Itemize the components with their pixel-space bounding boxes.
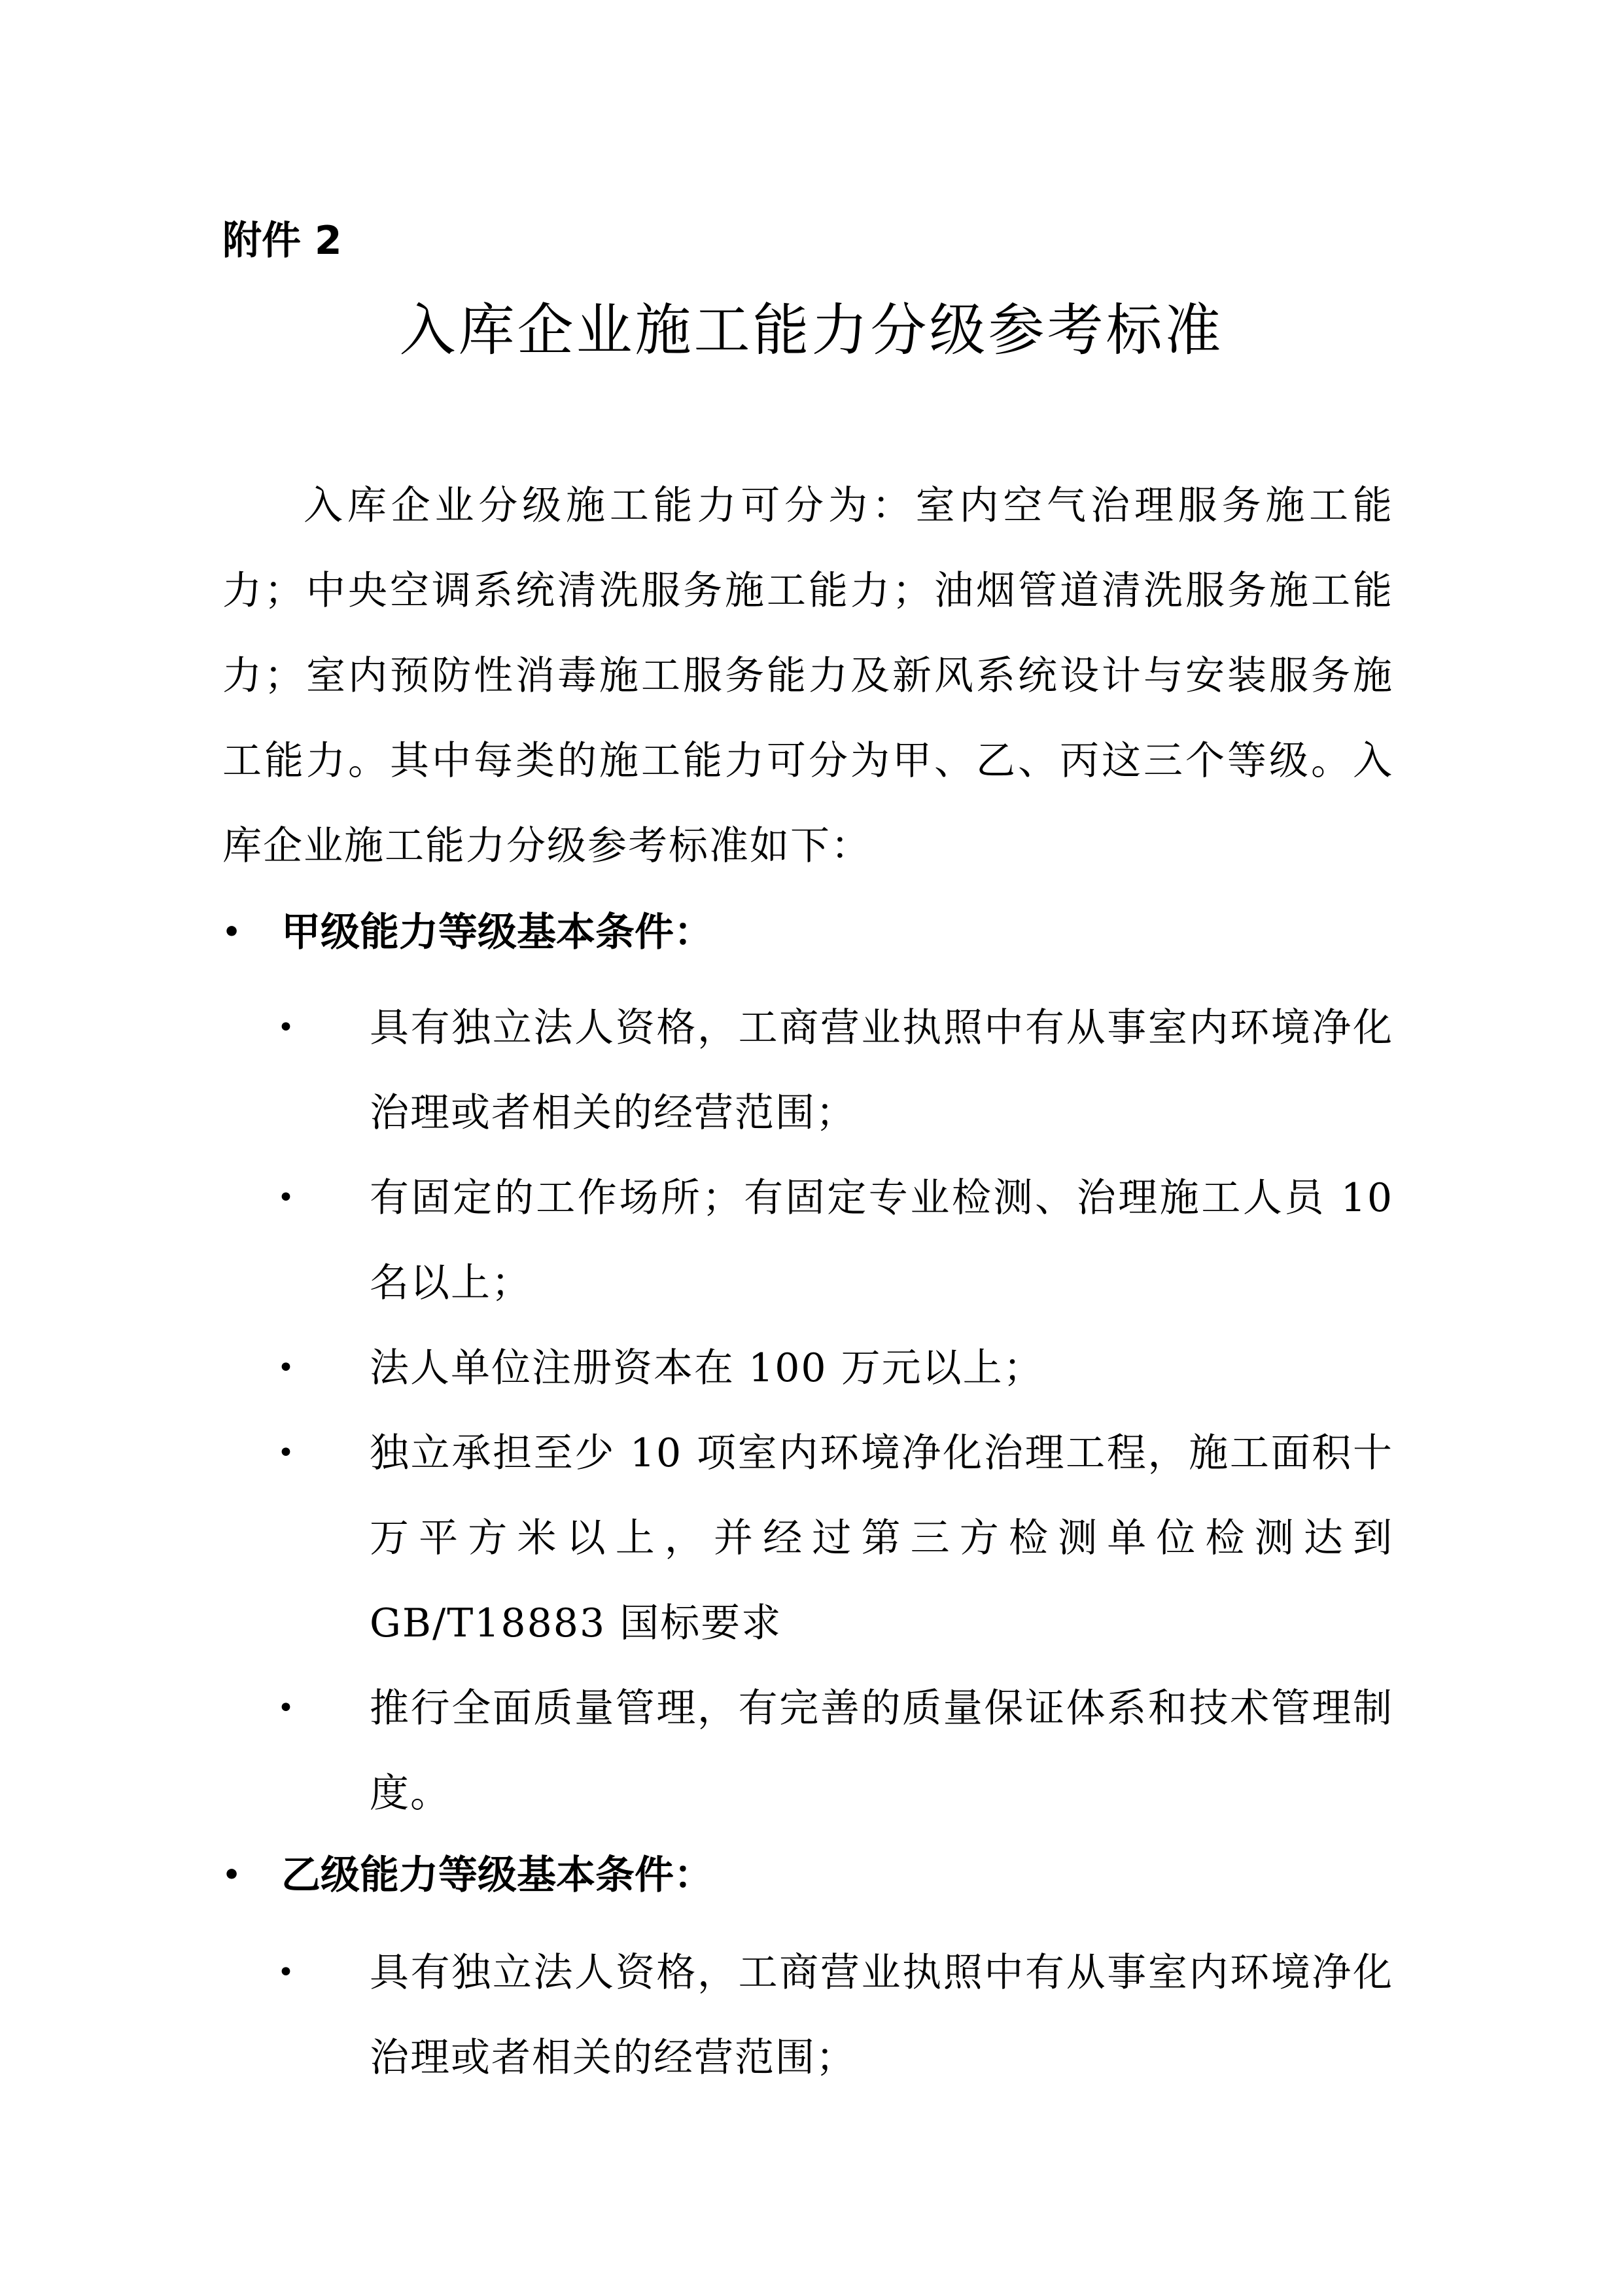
bullet-icon: • xyxy=(277,1691,294,1725)
level-a-condition-3 xyxy=(277,1326,1393,1411)
bullet-icon: • xyxy=(277,1956,294,1989)
document-title: 入库企业施工能力分级参考标准 xyxy=(399,298,1224,363)
condition-text: 具有独立法人资格，工商营业执照中有从事室内环境净化治理或者相关的经营范围； xyxy=(370,1950,1393,2081)
bullet-icon: • xyxy=(277,1011,294,1044)
bullet-icon: • xyxy=(277,1181,294,1214)
level-a-heading-text: 甲级能力等级基本条件： xyxy=(281,910,713,955)
bullet-icon: • xyxy=(222,1858,241,1892)
level-a-condition-4 xyxy=(277,1411,1393,1666)
bullet-icon: • xyxy=(277,1351,294,1385)
condition-text: 独立承担至少 10 项室内环境净化治理工程，施工面积十万平方米以上，并经过第三方检测单位检测达到 GB/T18883 国标要求 xyxy=(370,1430,1393,1646)
condition-text: 有固定的工作场所；有固定专业检测、治理施工人员 10 名以上； xyxy=(370,1175,1393,1306)
condition-text: 具有独立法人资格，工商营业执照中有从事室内环境净化治理或者相关的经营范围； xyxy=(370,1005,1393,1136)
level-a-condition-1 xyxy=(277,985,1393,1156)
condition-text: 推行全面质量管理，有完善的质量保证体系和技术管理制度。 xyxy=(370,1686,1393,1816)
level-b-condition-1 xyxy=(277,1930,1393,2100)
level-a-condition-5 xyxy=(277,1666,1393,1836)
bullet-icon: • xyxy=(222,915,241,949)
attachment-label: 附件 2 xyxy=(222,218,342,264)
condition-text: 法人单位注册资本在 100 万元以上； xyxy=(370,1345,1044,1391)
level-a-condition-2 xyxy=(277,1156,1393,1326)
intro-paragraph: 入库企业分级施工能力可分为：室内空气治理服务施工能力；中央空调系统清洗服务施工能力；油烟管道清洗服务施工能力；室内预防性消毒施工服务能力及新风系统设计与安装服务施工能力。其中每类的施工能力可分为甲、乙、丙这三个等级。入库企业施工能力分级参考标准如下： xyxy=(222,483,1393,869)
bullet-icon: • xyxy=(277,1436,294,1470)
level-b-heading-text: 乙级能力等级基本条件： xyxy=(281,1852,713,1898)
